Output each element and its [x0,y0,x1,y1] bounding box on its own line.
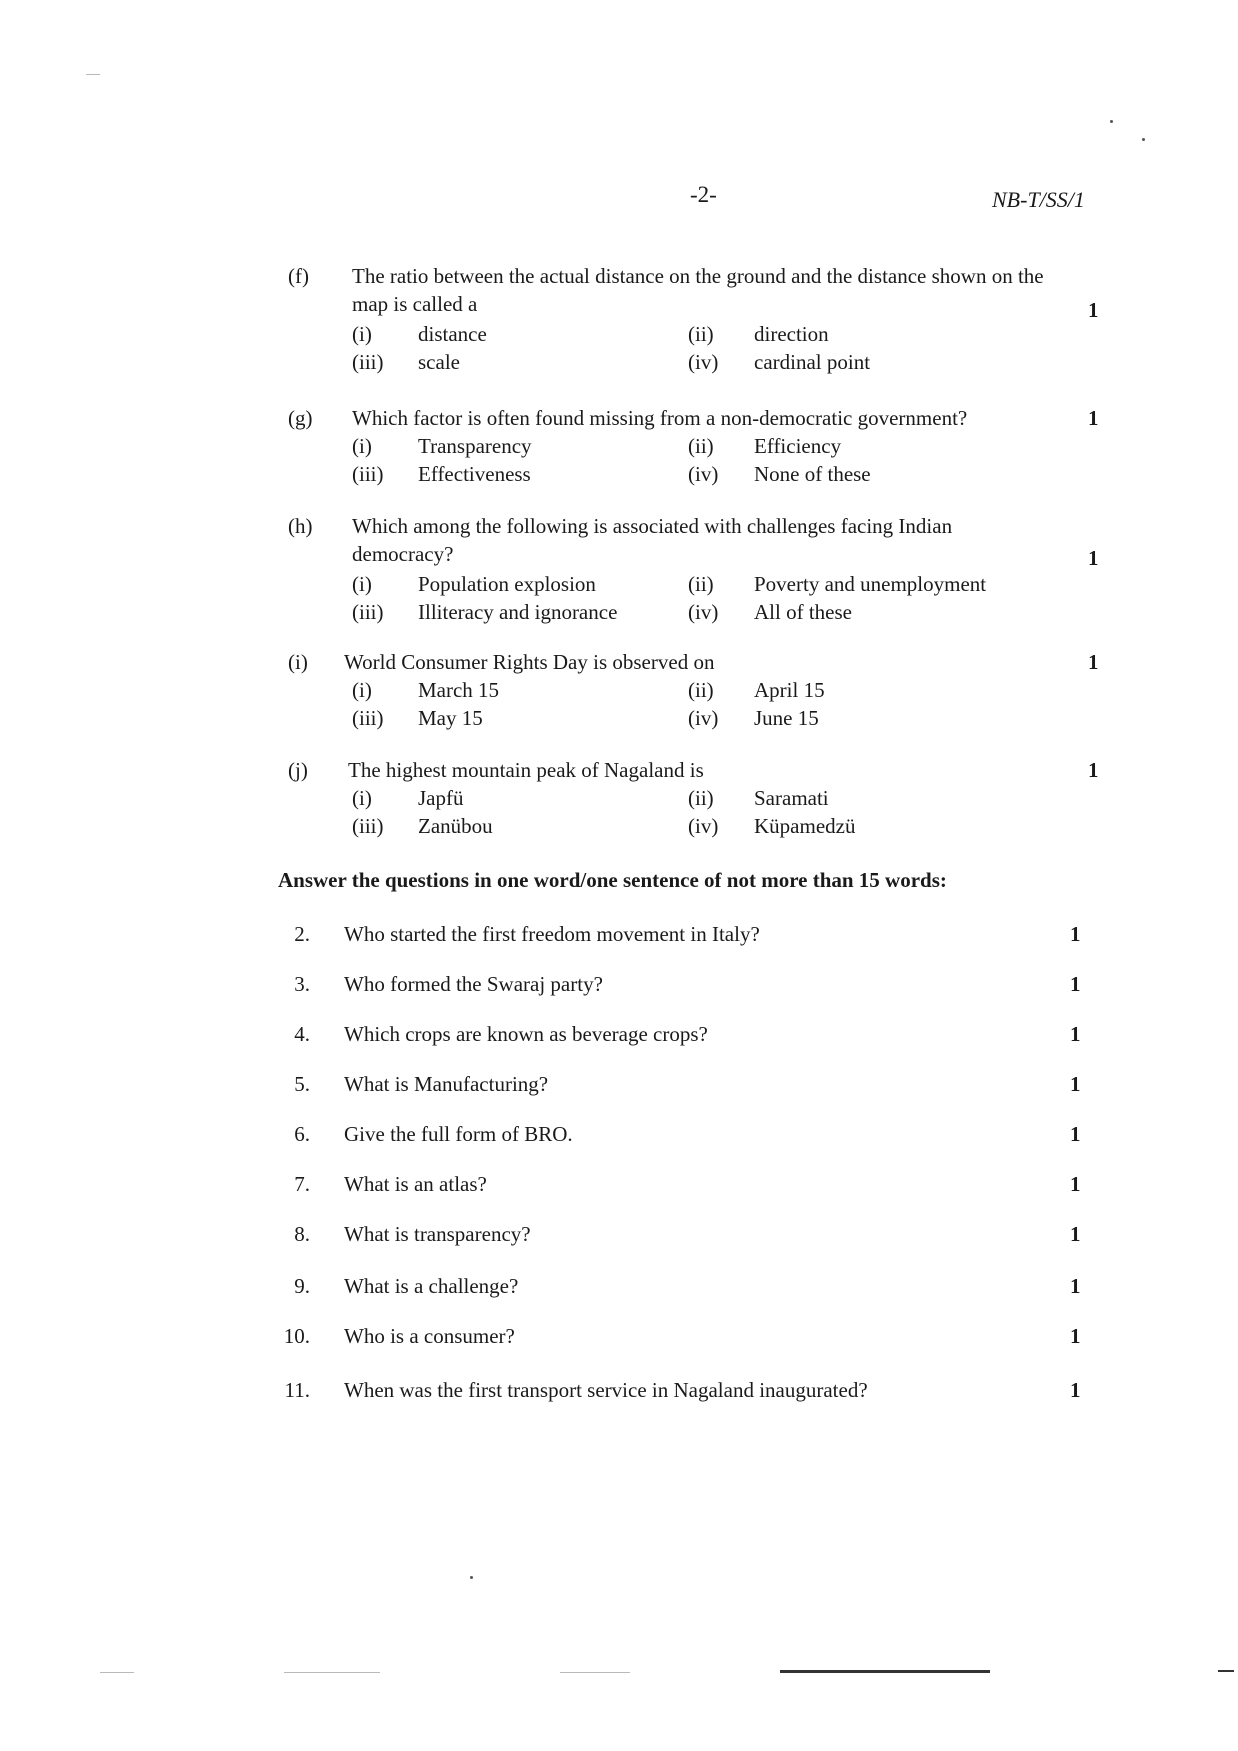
short-question [270,1220,1100,1250]
scan-mark [86,74,100,75]
question-number: 8. [294,1222,310,1246]
option-text: scale [418,350,460,374]
question-marks: 1 [1070,1378,1081,1402]
scan-speck [470,1576,473,1579]
question-text: World Consumer Rights Day is observed on [344,650,715,674]
option-text: Population explosion [418,572,596,596]
question-text: Which among the following is associated with challenges facing Indian democracy? [352,514,953,566]
question-marks: 1 [1088,650,1099,674]
option-number: (i) [352,786,372,810]
question-marks: 1 [1070,1022,1081,1046]
question-label: (i) [288,650,308,674]
option-text: Efficiency [754,434,842,458]
option-text: June 15 [754,706,819,730]
question-number: 10. [283,1324,310,1348]
short-question [270,1070,1100,1100]
short-question [270,1120,1100,1150]
option-number: (ii) [688,786,714,810]
scan-speck [1142,138,1145,141]
option-text: Saramati [754,786,829,810]
question-number: 9. [294,1274,310,1298]
scan-speck [1110,120,1113,123]
option-number: (iii) [352,600,384,624]
option-text: distance [418,322,487,346]
option-number: (iv) [688,814,719,838]
question-marks: 1 [1088,298,1099,322]
option-text: Japfü [418,786,464,810]
option-number: (iii) [352,462,384,486]
question-number: 2. [294,922,310,946]
question-marks: 1 [1070,972,1081,996]
question-marks: 1 [1088,406,1099,430]
question-marks: 1 [1070,1122,1081,1146]
question-number: 5. [294,1072,310,1096]
option-number: (i) [352,322,372,346]
option-text: Effectiveness [418,462,531,486]
option-number: (i) [352,572,372,596]
question-number: 6. [294,1122,310,1146]
short-question [270,1322,1100,1352]
question-number: 3. [294,972,310,996]
question-text: What is transparency? [344,1222,531,1246]
question-text: When was the first transport service in Nagaland inaugurated? [344,1378,868,1402]
question-marks: 1 [1070,1324,1081,1348]
question-text: Who started the first freedom movement in Italy? [344,922,760,946]
question-text: The ratio between the actual distance on the ground and the distance shown on the map is called a [352,264,1044,316]
option-number: (ii) [688,434,714,458]
question-text: Give the full form of BRO. [344,1122,573,1146]
question-label: (j) [288,758,308,782]
question-text: The highest mountain peak of Nagaland is [348,758,704,782]
option-number: (iv) [688,706,719,730]
scan-mark [284,1672,380,1673]
option-number: (i) [352,678,372,702]
question-text: Who formed the Swaraj party? [344,972,603,996]
option-text: April 15 [754,678,825,702]
question-label: (h) [288,514,313,538]
option-text: Poverty and unemployment [754,572,987,596]
option-text: direction [754,322,829,346]
short-question [270,970,1100,1000]
question-marks: 1 [1088,546,1099,570]
paper-code: NB-T/SS/1 [992,187,1085,212]
option-number: (ii) [688,572,714,596]
question-text: What is a challenge? [344,1274,519,1298]
option-text: Illiteracy and ignorance [418,600,618,624]
option-text: Küpamedzü [754,814,856,838]
short-question [270,1170,1100,1200]
question-number: 7. [294,1172,310,1196]
option-number: (i) [352,434,372,458]
question-marks: 1 [1070,1274,1081,1298]
question-number: 11. [284,1378,310,1402]
short-question [270,1376,1100,1406]
question-marks: 1 [1070,1072,1081,1096]
option-number: (iii) [352,814,384,838]
short-question [270,920,1100,950]
option-number: (ii) [688,322,714,346]
question-marks: 1 [1070,1222,1081,1246]
section-instruction: Answer the questions in one word/one sentence of not more than 15 words: [278,868,947,892]
scan-mark [1218,1670,1234,1672]
question-marks: 1 [1070,1172,1081,1196]
option-text: Transparency [418,434,532,458]
option-number: (iii) [352,350,384,374]
question-text: Who is a consumer? [344,1324,515,1348]
question-label: (g) [288,406,313,430]
question-label: (f) [288,264,309,288]
option-text: Zanübou [418,814,493,838]
question-text: Which crops are known as beverage crops? [344,1022,708,1046]
bottom-rule [780,1670,990,1673]
scan-mark [100,1672,134,1673]
question-number: 4. [294,1022,310,1046]
option-number: (iv) [688,350,719,374]
question-marks: 1 [1070,922,1081,946]
option-number: (iv) [688,600,719,624]
option-text: All of these [754,600,852,624]
scan-mark [560,1672,630,1673]
option-text: cardinal point [754,350,871,374]
option-number: (iii) [352,706,384,730]
option-text: May 15 [418,706,483,730]
option-text: March 15 [418,678,500,702]
page-number: -2- [690,182,717,207]
question-text: What is an atlas? [344,1172,487,1196]
option-number: (iv) [688,462,719,486]
question-text: What is Manufacturing? [344,1072,549,1096]
option-text: None of these [754,462,871,486]
short-question [270,1272,1100,1302]
option-number: (ii) [688,678,714,702]
question-text: Which factor is often found missing from a non-democratic government? [352,406,968,430]
short-question [270,1020,1100,1050]
question-marks: 1 [1088,758,1099,782]
